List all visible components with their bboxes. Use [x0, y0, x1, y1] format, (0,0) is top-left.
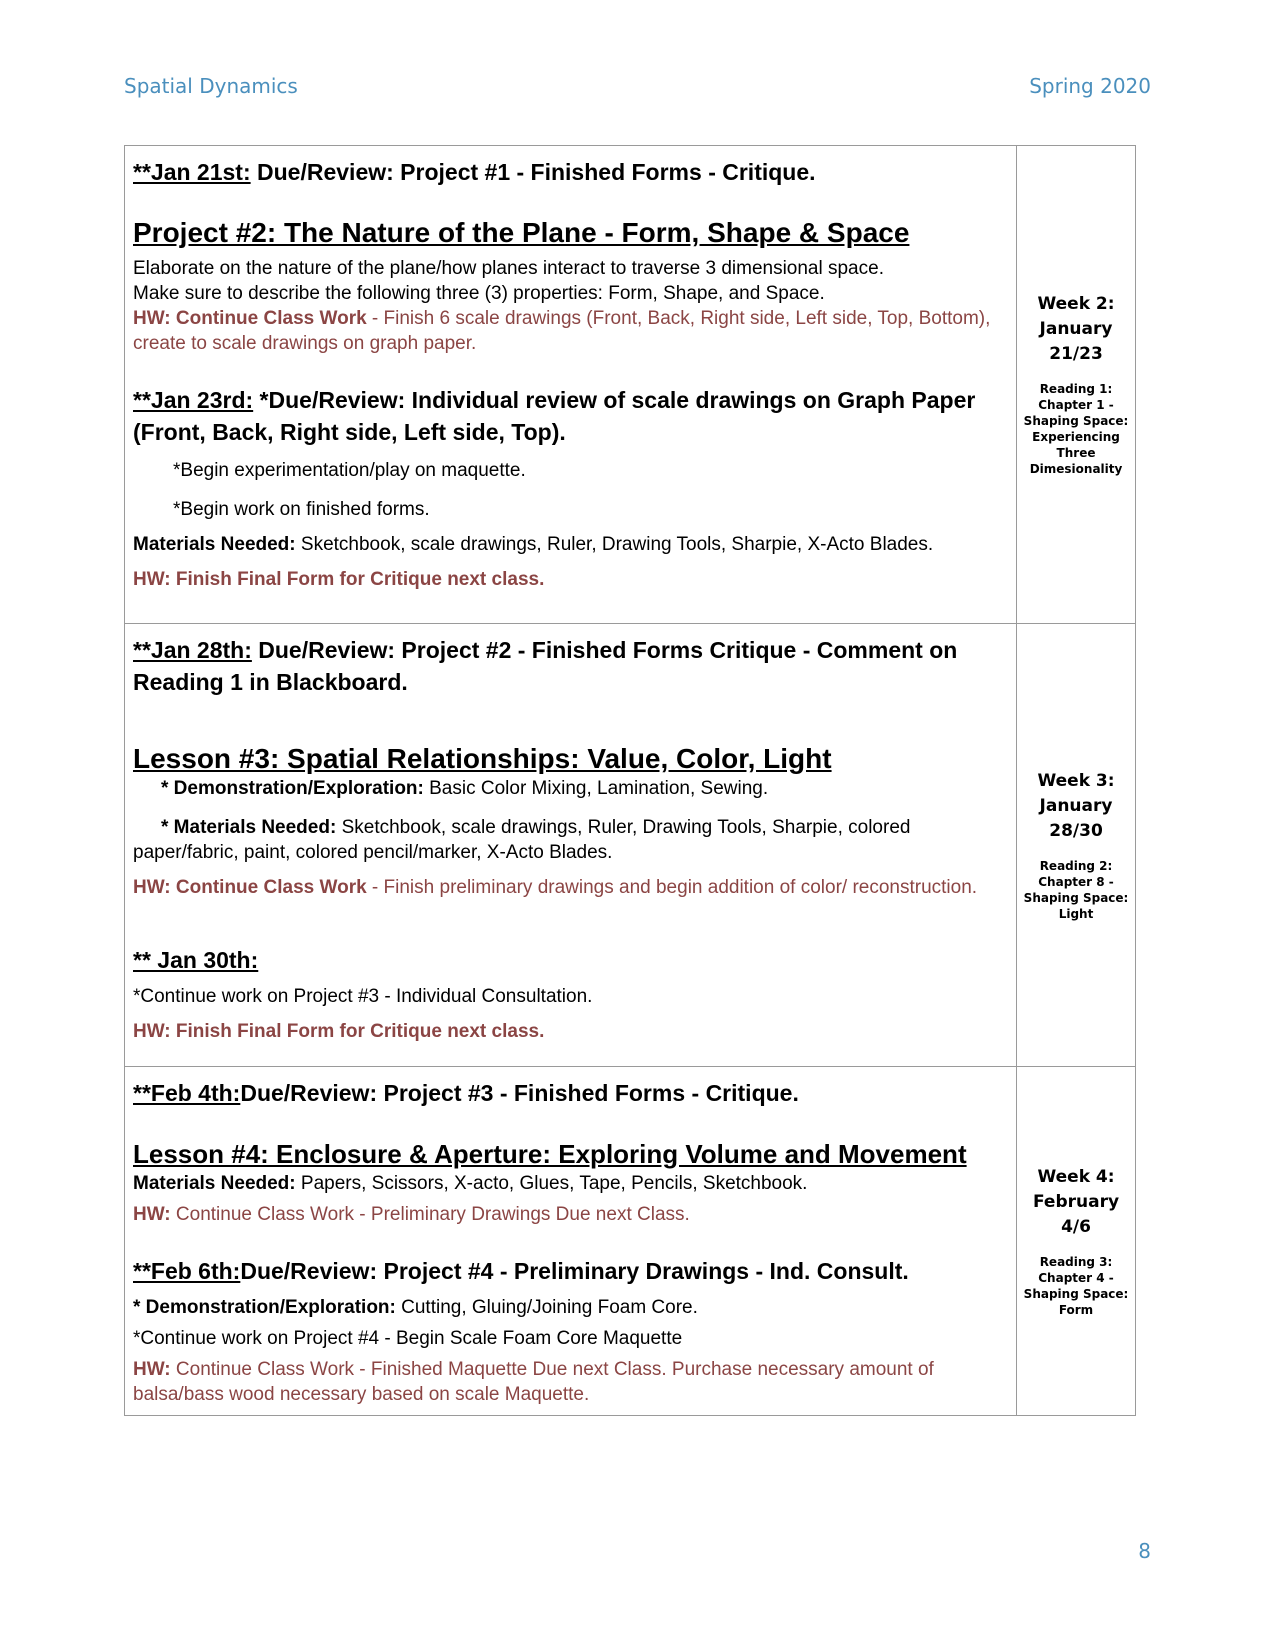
- materials-label: Materials Needed:: [133, 534, 296, 555]
- reading-line: Dimesionality: [1029, 462, 1123, 476]
- reading-line: Reading 3:: [1039, 1254, 1113, 1269]
- materials-text: Sketchbook, scale drawings, Ruler, Drawing Tools, Sharpie, X-Acto Blades.: [295, 534, 934, 555]
- list-item: *Begin work on finished forms.: [173, 499, 430, 520]
- due-line: [133, 384, 1008, 448]
- content-cell: [125, 1067, 1017, 1416]
- demo-text: Cutting, Gluing/Joining Foam Core.: [395, 1297, 698, 1318]
- homework-detail: - Finish preliminary drawings and begin addition of color/ reconstruction.: [366, 877, 978, 898]
- week-month: January: [1039, 319, 1113, 339]
- reading-line: Chapter 4 -: [1038, 1270, 1114, 1285]
- content-cell: [125, 624, 1017, 1067]
- demo-label: * Demonstration/Exploration:: [133, 1297, 396, 1318]
- due-line: [133, 156, 1008, 188]
- homework-text: HW: Finish Final Form for Critique next class.: [133, 569, 545, 590]
- week-cell: [1017, 1067, 1136, 1416]
- table-row: [125, 146, 1136, 624]
- homework-label: HW: Continue Class Work: [133, 308, 367, 329]
- due-date: **Feb 6th:: [133, 1258, 241, 1284]
- due-date: **Jan 21st:: [133, 159, 251, 185]
- homework-text: [133, 1357, 1008, 1407]
- reading-line: Light: [1058, 906, 1094, 921]
- reading-line: Chapter 1 -: [1038, 398, 1114, 412]
- due-text: Due/Review: Project #1 - Finished Forms - Critique.: [250, 159, 816, 185]
- homework-text: [133, 306, 1008, 356]
- homework-label: HW: Continue Class Work: [133, 877, 367, 898]
- reading-line: Shaping Space:: [1023, 414, 1129, 428]
- reading-line: Experiencing: [1032, 430, 1120, 444]
- demo-line: [133, 776, 1008, 801]
- description-line: Elaborate on the nature of the plane/how planes interact to traverse 3 dimensional space.: [133, 258, 884, 279]
- week-days: 21/23: [1049, 344, 1103, 364]
- materials-text: Papers, Scissors, X-acto, Glues, Tape, Pencils, Sketchbook.: [295, 1173, 808, 1194]
- week-cell: [1017, 624, 1136, 1067]
- week-label: Week 2:: [1037, 294, 1115, 314]
- due-line: [133, 944, 1008, 976]
- due-line: [133, 1255, 1008, 1287]
- week-days: 28/30: [1049, 820, 1103, 841]
- due-text: Due/Review: Project #2 - Finished Forms Critique - Comment on Reading 1 in Blackboard.: [133, 637, 958, 695]
- demo-label: * Demonstration/Exploration:: [161, 778, 424, 799]
- homework-text: [133, 875, 1008, 900]
- due-line: [133, 634, 1008, 698]
- due-line: [133, 1077, 1008, 1109]
- demo-line: [133, 1295, 1008, 1320]
- lesson-title: Lesson #4: Enclosure & Aperture: Exploring Volume and Movement: [133, 1139, 967, 1169]
- project-title: Project #2: The Nature of the Plane - Form, Shape & Space: [133, 217, 910, 248]
- content-cell: [125, 146, 1017, 624]
- continue-line: *Continue work on Project #4 - Begin Scale Foam Core Maquette: [133, 1328, 683, 1349]
- materials-line: [133, 532, 1008, 557]
- due-date: **Jan 23rd:: [133, 387, 254, 413]
- materials-label: * Materials Needed:: [161, 817, 337, 838]
- reading-line: Shaping Space:: [1023, 890, 1129, 905]
- week-cell: [1017, 146, 1136, 624]
- materials-label: Materials Needed:: [133, 1173, 296, 1194]
- week-month: January: [1039, 795, 1113, 816]
- homework-detail: Continue Class Work - Preliminary Drawings Due next Class.: [170, 1204, 690, 1225]
- reading-line: Three: [1056, 446, 1096, 460]
- table-row: [125, 624, 1136, 1067]
- reading-line: Reading 2:: [1039, 858, 1113, 873]
- homework-detail: Continue Class Work - Finished Maquette Due next Class. Purchase necessary amount of balsa/bass wood necessary based on scale Maquette.: [133, 1359, 934, 1405]
- description-line: Make sure to describe the following three (3) properties: Form, Shape, and Space.: [133, 283, 825, 304]
- header-term: Spring 2020: [1029, 74, 1151, 98]
- week-label: Week 3:: [1037, 770, 1115, 791]
- reading-note: [1017, 858, 1135, 922]
- homework-text: [133, 1202, 1008, 1227]
- week-label: Week 4:: [1037, 1166, 1115, 1187]
- demo-text: Basic Color Mixing, Lamination, Sewing.: [423, 778, 769, 799]
- homework-detail: - Finish 6 scale drawings (Front, Back, Right side, Left side, Top, Bottom), create to scale drawings on graph paper.: [133, 308, 991, 354]
- header-course-title: Spatial Dynamics: [124, 74, 298, 98]
- reading-line: Chapter 8 -: [1038, 874, 1114, 889]
- due-date: **Feb 4th:: [133, 1080, 241, 1106]
- due-date: **Jan 28th:: [133, 637, 252, 663]
- due-text: Due/Review: Project #4 - Preliminary Drawings - Ind. Consult.: [240, 1258, 909, 1284]
- reading-line: Shaping Space:: [1023, 1286, 1129, 1301]
- week-month: February: [1032, 1191, 1120, 1212]
- week-days: 4/6: [1061, 1216, 1091, 1237]
- homework-label: HW:: [133, 1204, 171, 1225]
- list-item: *Begin experimentation/play on maquette.: [173, 460, 526, 481]
- reading-line: Reading 1:: [1039, 382, 1113, 396]
- homework-text: HW: Finish Final Form for Critique next class.: [133, 1021, 545, 1042]
- materials-line: [133, 1171, 1008, 1196]
- homework-label: HW:: [133, 1359, 171, 1380]
- due-date: ** Jan 30th:: [133, 947, 259, 973]
- materials-line: [133, 815, 1008, 840]
- continue-line: *Continue work on Project #3 - Individual Consultation.: [133, 986, 593, 1007]
- due-text: Due/Review: Project #3 - Finished Forms - Critique.: [240, 1080, 799, 1106]
- reading-note: [1017, 1254, 1135, 1318]
- reading-note: [1017, 381, 1135, 477]
- due-text: *Due/Review: Individual review of scale drawings on Graph Paper (Front, Back, Right side, Left side, Top).: [133, 387, 976, 445]
- table-row: [125, 1067, 1136, 1416]
- schedule-table: [124, 145, 1136, 1416]
- materials-line-cont: paper/fabric, paint, colored pencil/marker, X-Acto Blades.: [133, 842, 613, 863]
- lesson-title: Lesson #3: Spatial Relationships: Value, Color, Light: [133, 743, 832, 774]
- page-number: 8: [1138, 1539, 1151, 1563]
- reading-line: Form: [1058, 1302, 1094, 1317]
- materials-text: Sketchbook, scale drawings, Ruler, Drawing Tools, Sharpie, colored: [336, 817, 911, 838]
